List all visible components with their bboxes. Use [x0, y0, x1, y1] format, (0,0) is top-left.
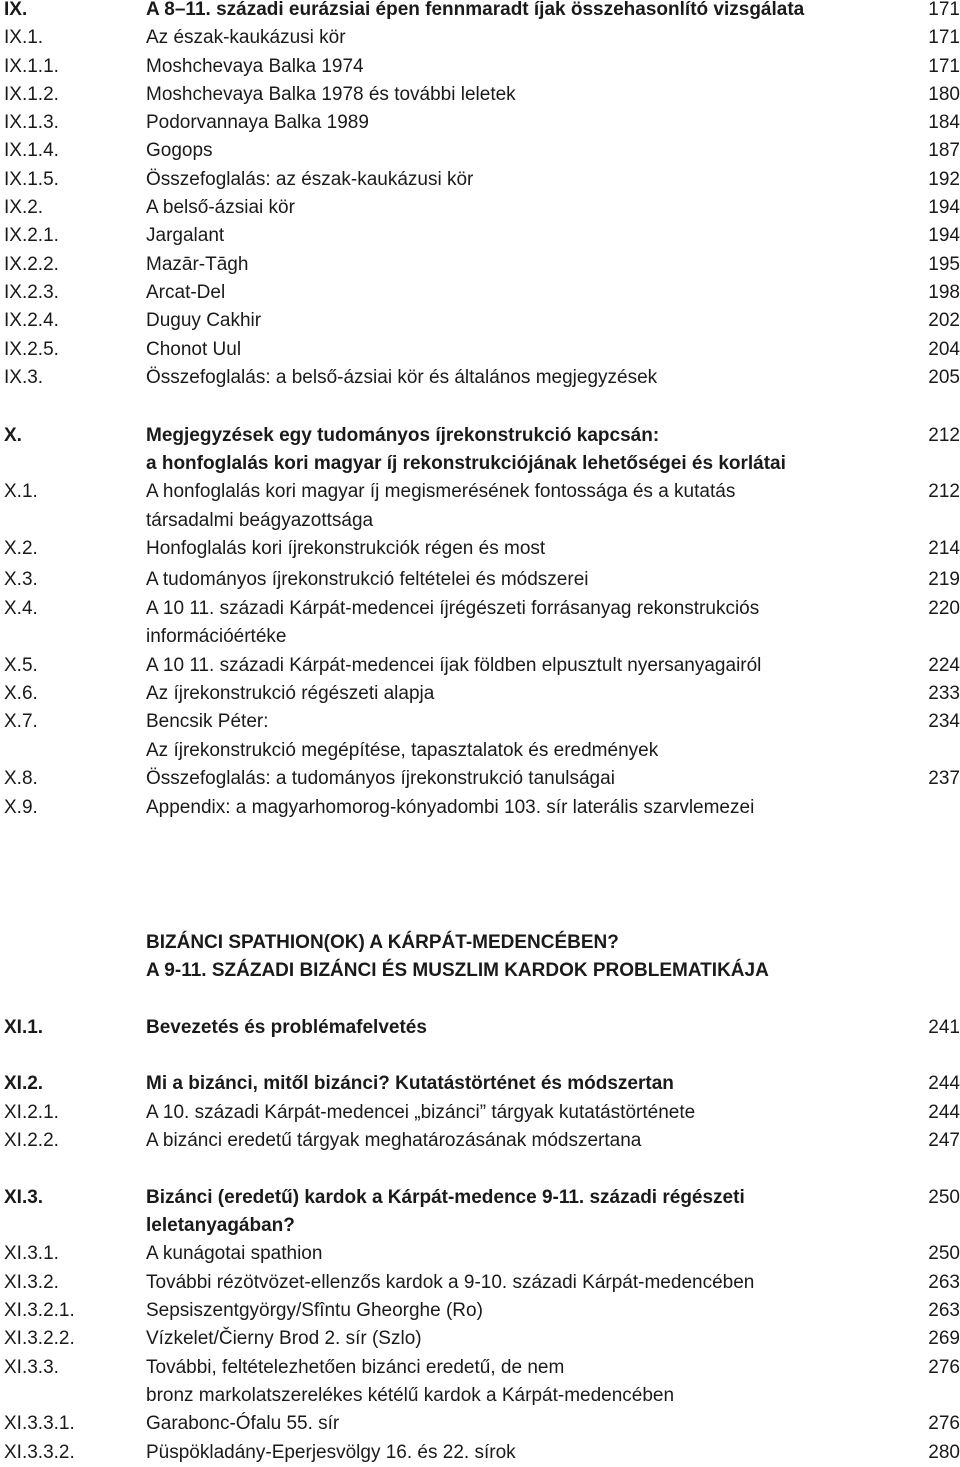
toc-entry [0, 53, 960, 81]
entry-title: Appendix: a magyarhomorog-kónyadombi 103. sír laterális szarvlemezei [146, 797, 755, 818]
entry-title: Összefoglalás: a belső-ázsiai kör és általános megjegyzések [146, 367, 658, 388]
entry-number: X.4. [4, 598, 38, 619]
entry-title: Moshchevaya Balka 1974 [146, 56, 364, 77]
toc-entry [0, 680, 960, 708]
entry-page-number: 220 [928, 598, 960, 619]
entry-title: Jargalant [146, 225, 225, 246]
toc-entry [0, 1439, 960, 1467]
entry-page-number: 224 [928, 655, 960, 676]
entry-number: X.8. [4, 768, 38, 789]
toc-entry [0, 1070, 960, 1098]
entry-page-number: 241 [928, 1017, 960, 1038]
entry-title: BIZÁNCI SPATHION(OK) A KÁRPÁT-MEDENCÉBEN? [146, 932, 619, 953]
entry-number: X.1. [4, 481, 38, 502]
entry-title: Bencsik Péter: [146, 711, 269, 732]
entry-title: A belső-ázsiai kör [146, 197, 295, 218]
entry-number: IX. [4, 0, 28, 20]
entry-page-number: 247 [928, 1130, 960, 1151]
entry-page-number: 205 [928, 367, 960, 388]
entry-number: IX.1.2. [4, 84, 59, 105]
entry-number: XI.3.3. [4, 1357, 59, 1378]
entry-title: További, feltételezhetően bizánci eredetű, de nem [146, 1357, 565, 1378]
entry-page-number: 244 [928, 1102, 960, 1123]
entry-title: A 10 11. századi Kárpát-medencei íjak földben elpusztult nyersanyagairól [146, 655, 762, 676]
entry-title: Duguy Cakhir [146, 310, 262, 331]
entry-page-number: 263 [928, 1300, 960, 1321]
entry-number: XI.2.1. [4, 1102, 59, 1123]
entry-number: IX.1.3. [4, 112, 59, 133]
entry-title: Podorvannaya Balka 1989 [146, 112, 369, 133]
toc-entry [0, 929, 960, 985]
entry-page-number: 202 [928, 310, 960, 331]
entry-title: Összefoglalás: az észak-kaukázusi kör [146, 169, 474, 190]
entry-number: XI.3. [4, 1187, 44, 1208]
toc-entry [0, 422, 960, 478]
entry-number: IX.2.4. [4, 310, 59, 331]
entry-title: A 10 11. századi Kárpát-medencei íjrégészeti forrásanyag rekonstrukciós [146, 598, 760, 619]
entry-title-continued: információértéke [146, 626, 287, 647]
entry-title: Gogops [146, 140, 213, 161]
entry-page-number: 276 [928, 1357, 960, 1378]
entry-number: X.7. [4, 711, 38, 732]
toc-entry [0, 1410, 960, 1438]
entry-number: IX.1. [4, 27, 44, 48]
entry-page-number: 250 [928, 1243, 960, 1264]
entry-page-number: 204 [928, 339, 960, 360]
toc-entry [0, 222, 960, 250]
entry-title-continued: a honfoglalás kori magyar íj rekonstrukciójának lehetőségei és korlátai [146, 453, 786, 474]
entry-title-continued: A 9-11. SZÁZADI BIZÁNCI ÉS MUSZLIM KARDOK PROBLEMATIKÁJA [146, 960, 769, 981]
entry-number: XI.2.2. [4, 1130, 59, 1151]
toc-entry [0, 708, 960, 764]
entry-title: A kunágotai spathion [146, 1243, 323, 1264]
toc-entry [0, 595, 960, 651]
toc-entry [0, 1297, 960, 1325]
entry-title: Összefoglalás: a tudományos íjrekonstrukció tanulságai [146, 768, 615, 789]
toc-entry [0, 81, 960, 109]
toc-entry [0, 478, 960, 534]
entry-title: Megjegyzések egy tudományos íjrekonstrukció kapcsán: [146, 425, 660, 446]
entry-number: IX.1.1. [4, 56, 59, 77]
entry-number: XI.3.2. [4, 1272, 59, 1293]
entry-title-continued: bronz markolatszerelékes kétélű kardok a Kárpát-medencében [146, 1385, 675, 1406]
entry-title: Chonot Uul [146, 339, 242, 360]
entry-page-number: 192 [928, 169, 960, 190]
entry-page-number: 194 [928, 225, 960, 246]
entry-title: Püspökladány-Eperjesvölgy 16. és 22. sírok [146, 1442, 516, 1463]
toc-entry [0, 307, 960, 335]
toc-entry [0, 0, 960, 24]
entry-page-number: 234 [928, 711, 960, 732]
toc-entry [0, 1184, 960, 1240]
entry-number: XI.3.2.2. [4, 1328, 75, 1349]
toc-entry [0, 1014, 960, 1042]
entry-title: A 8–11. századi eurázsiai épen fennmaradt íjak összehasonlító vizsgálata [146, 0, 805, 20]
entry-title-continued: Az íjrekonstrukció megépítése, tapasztalatok és eredmények [146, 740, 659, 761]
entry-page-number: 184 [928, 112, 960, 133]
entry-number: X.3. [4, 569, 38, 590]
entry-title: Bevezetés és problémafelvetés [146, 1017, 427, 1038]
toc-entry [0, 1354, 960, 1410]
entry-page-number: 269 [928, 1328, 960, 1349]
entry-page-number: 195 [928, 254, 960, 275]
entry-page-number: 198 [928, 282, 960, 303]
entry-page-number: 180 [928, 84, 960, 105]
entry-number: XI.1. [4, 1017, 44, 1038]
toc-entry [0, 251, 960, 279]
toc-entry [0, 794, 960, 822]
toc-entry [0, 1240, 960, 1268]
entry-page-number: 171 [928, 27, 960, 48]
entry-title: Garabonc-Ófalu 55. sír [146, 1413, 340, 1434]
entry-title: Bizánci (eredetű) kardok a Kárpát-medence 9-11. századi régészeti [146, 1187, 745, 1208]
entry-number: X.6. [4, 683, 38, 704]
toc-entry [0, 137, 960, 165]
toc-entry [0, 279, 960, 307]
entry-page-number: 263 [928, 1272, 960, 1293]
entry-title: Arcat-Del [146, 282, 226, 303]
entry-number: X.5. [4, 655, 38, 676]
entry-page-number: 237 [928, 768, 960, 789]
entry-title: Honfoglalás kori íjrekonstrukciók régen és most [146, 538, 546, 559]
entry-title: Vízkelet/Čierny Brod 2. sír (Szlo) [146, 1328, 422, 1349]
entry-number: IX.2.3. [4, 282, 59, 303]
entry-title: A tudományos íjrekonstrukció feltételei és módszerei [146, 569, 589, 590]
entry-page-number: 214 [928, 538, 960, 559]
entry-title: Mi a bizánci, mitől bizánci? Kutatástörténet és módszertan [146, 1073, 674, 1094]
entry-page-number: 250 [928, 1187, 960, 1208]
entry-number: IX.2. [4, 197, 44, 218]
entry-title: Mazār-Tāgh [146, 254, 249, 275]
toc-entry [0, 765, 960, 793]
entry-title: A bizánci eredetű tárgyak meghatározásának módszertana [146, 1130, 642, 1151]
entry-page-number: 219 [928, 569, 960, 590]
entry-number: IX.2.2. [4, 254, 59, 275]
entry-title: A honfoglalás kori magyar íj megismerésének fontossága és a kutatás [146, 481, 736, 502]
entry-title: Sepsiszentgyörgy/Sfîntu Gheorghe (Ro) [146, 1300, 483, 1321]
entry-number: IX.2.1. [4, 225, 59, 246]
entry-number: IX.1.5. [4, 169, 59, 190]
toc-entry [0, 535, 960, 563]
toc-entry [0, 24, 960, 52]
entry-number: IX.1.4. [4, 140, 59, 161]
entry-title: A 10. századi Kárpát-medencei „bizánci” tárgyak kutatástörténete [146, 1102, 696, 1123]
entry-page-number: 233 [928, 683, 960, 704]
entry-number: XI.3.2.1. [4, 1300, 75, 1321]
entry-title: Az észak-kaukázusi kör [146, 27, 346, 48]
entry-title: Az íjrekonstrukció régészeti alapja [146, 683, 435, 704]
toc-entry [0, 1325, 960, 1353]
toc-entry [0, 364, 960, 392]
toc-entry [0, 166, 960, 194]
entry-number: XI.3.3.1. [4, 1413, 75, 1434]
toc-entry [0, 1269, 960, 1297]
entry-title-continued: társadalmi beágyazottsága [146, 510, 374, 531]
entry-page-number: 171 [928, 0, 960, 20]
entry-number: IX.3. [4, 367, 44, 388]
entry-page-number: 280 [928, 1442, 960, 1463]
entry-number: X. [4, 425, 22, 446]
entry-page-number: 171 [928, 56, 960, 77]
entry-number: X.9. [4, 797, 38, 818]
entry-title: Moshchevaya Balka 1978 és további leletek [146, 84, 516, 105]
entry-number: XI.3.3.2. [4, 1442, 75, 1463]
toc-entry [0, 652, 960, 680]
entry-title: További rézötvözet-ellenzős kardok a 9-10. századi Kárpát-medencében [146, 1272, 755, 1293]
entry-title-continued: leletanyagában? [146, 1215, 295, 1236]
entry-page-number: 276 [928, 1413, 960, 1434]
toc-entry [0, 336, 960, 364]
entry-page-number: 244 [928, 1073, 960, 1094]
entry-page-number: 212 [928, 425, 960, 446]
toc-entry [0, 109, 960, 137]
entry-number: IX.2.5. [4, 339, 59, 360]
toc-entry [0, 566, 960, 594]
entry-page-number: 194 [928, 197, 960, 218]
toc-entry [0, 194, 960, 222]
entry-page-number: 212 [928, 481, 960, 502]
entry-page-number: 187 [928, 140, 960, 161]
toc-entry [0, 1099, 960, 1127]
entry-number: XI.3.1. [4, 1243, 59, 1264]
entry-number: XI.2. [4, 1073, 44, 1094]
toc-entry [0, 1127, 960, 1155]
entry-number: X.2. [4, 538, 38, 559]
